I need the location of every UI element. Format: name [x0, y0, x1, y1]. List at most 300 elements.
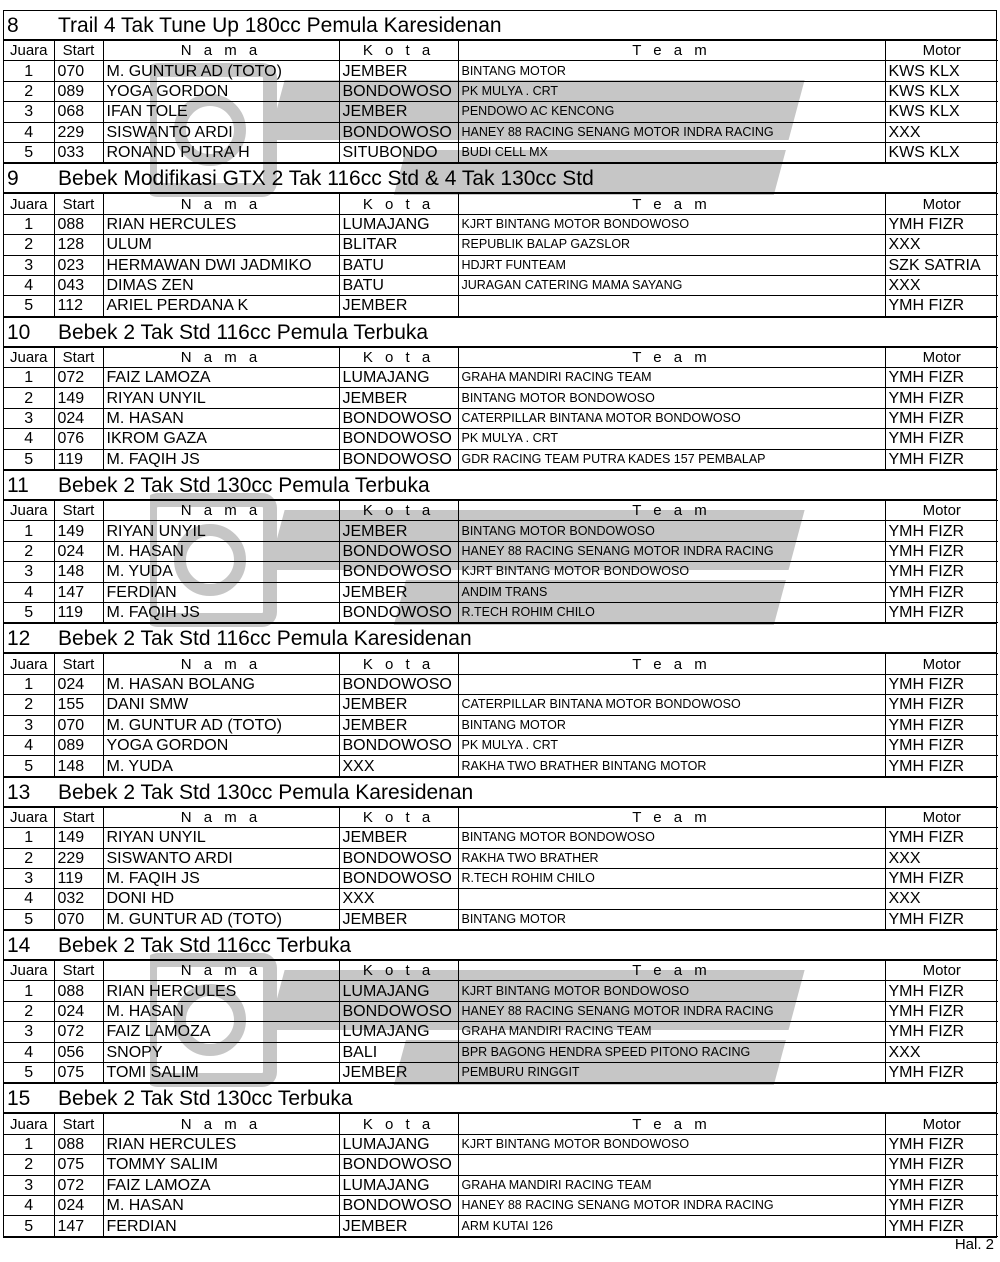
cell-motor: YMH FIZR	[885, 1216, 998, 1236]
cell-nama: RIYAN UNYIL	[103, 388, 339, 408]
results-table	[4, 653, 998, 776]
cell-start: 070	[54, 61, 103, 81]
cell-nama: M. GUNTUR AD (TOTO)	[103, 715, 339, 735]
cell-juara: 2	[4, 235, 54, 255]
table-row	[4, 981, 998, 1001]
race-class-number: 11	[7, 474, 29, 498]
cell-juara: 2	[4, 81, 54, 101]
cell-kota: BONDOWOSO	[339, 848, 458, 868]
cell-nama: TOMI SALIM	[103, 1063, 339, 1083]
cell-start: 070	[54, 715, 103, 735]
header-juara: Juara	[4, 654, 54, 674]
cell-kota: BONDOWOSO	[339, 81, 458, 101]
cell-motor: YMH FIZR	[885, 1155, 998, 1175]
cell-motor: YMH FIZR	[885, 1134, 998, 1154]
table-header-row	[4, 41, 998, 61]
cell-nama: SNOPY	[103, 1042, 339, 1062]
table-row	[4, 715, 998, 735]
cell-nama: RIYAN UNYIL	[103, 828, 339, 848]
cell-motor: YMH FIZR	[885, 735, 998, 755]
cell-juara: 3	[4, 408, 54, 428]
cell-motor: YMH FIZR	[885, 408, 998, 428]
cell-kota: XXX	[339, 756, 458, 776]
cell-nama: M. GUNTUR AD (TOTO)	[103, 909, 339, 929]
cell-kota: BONDOWOSO	[339, 429, 458, 449]
sheet-bottom-border	[3, 1237, 997, 1238]
cell-motor: KWS KLX	[885, 142, 998, 162]
cell-motor: YMH FIZR	[885, 756, 998, 776]
cell-juara: 5	[4, 296, 54, 316]
cell-nama: HERMAWAN DWI JADMIKO	[103, 255, 339, 275]
cell-team	[458, 889, 885, 909]
results-table	[4, 500, 998, 623]
cell-nama: M. GUNTUR AD (TOTO)	[103, 61, 339, 81]
cell-motor: YMH FIZR	[885, 981, 998, 1001]
race-class-number: 10	[7, 320, 31, 344]
cell-kota: BONDOWOSO	[339, 868, 458, 888]
cell-motor: YMH FIZR	[885, 541, 998, 561]
table-row	[4, 562, 998, 582]
cell-start: 070	[54, 909, 103, 929]
cell-kota: LUMAJANG	[339, 981, 458, 1001]
cell-kota: LUMAJANG	[339, 1134, 458, 1154]
cell-nama: FERDIAN	[103, 1216, 339, 1236]
header-kota: K o t a	[339, 347, 458, 367]
cell-start: 088	[54, 1134, 103, 1154]
header-motor: Motor	[885, 347, 998, 367]
cell-nama: M. YUDA	[103, 562, 339, 582]
header-nama: N a m a	[103, 194, 339, 214]
header-start: Start	[54, 961, 103, 981]
cell-juara: 1	[4, 61, 54, 81]
header-motor: Motor	[885, 41, 998, 61]
cell-start: 068	[54, 102, 103, 122]
cell-juara: 3	[4, 102, 54, 122]
table-header-row	[4, 1114, 998, 1134]
cell-kota: XXX	[339, 889, 458, 909]
cell-start: 043	[54, 275, 103, 295]
cell-motor: XXX	[885, 235, 998, 255]
table-row	[4, 1216, 998, 1236]
cell-team: RAKHA TWO BRATHER	[458, 848, 885, 868]
header-juara: Juara	[4, 347, 54, 367]
table-row	[4, 1063, 998, 1083]
cell-nama: FAIZ LAMOZA	[103, 1022, 339, 1042]
cell-team: HANEY 88 RACING SENANG MOTOR INDRA RACING	[458, 1001, 885, 1021]
cell-start: 119	[54, 449, 103, 469]
cell-start: 148	[54, 756, 103, 776]
cell-juara: 2	[4, 1155, 54, 1175]
cell-nama: ARIEL PERDANA K	[103, 296, 339, 316]
cell-team: GDR RACING TEAM PUTRA KADES 157 PEMBALAP	[458, 449, 885, 469]
cell-start: 128	[54, 235, 103, 255]
header-team: T e a m	[458, 807, 885, 827]
header-motor: Motor	[885, 501, 998, 521]
cell-motor: KWS KLX	[885, 81, 998, 101]
cell-motor: XXX	[885, 122, 998, 142]
cell-motor: XXX	[885, 889, 998, 909]
cell-juara: 4	[4, 889, 54, 909]
cell-team: BINTANG MOTOR	[458, 909, 885, 929]
cell-team	[458, 674, 885, 694]
header-kota: K o t a	[339, 961, 458, 981]
cell-juara: 2	[4, 1001, 54, 1021]
cell-kota: JEMBER	[339, 715, 458, 735]
cell-nama: FERDIAN	[103, 582, 339, 602]
header-team: T e a m	[458, 961, 885, 981]
header-start: Start	[54, 194, 103, 214]
cell-nama: IFAN TOLE	[103, 102, 339, 122]
header-start: Start	[54, 41, 103, 61]
header-team: T e a m	[458, 654, 885, 674]
table-row	[4, 1001, 998, 1021]
table-row	[4, 122, 998, 142]
cell-kota: BONDOWOSO	[339, 408, 458, 428]
cell-motor: XXX	[885, 848, 998, 868]
cell-juara: 3	[4, 1175, 54, 1195]
header-juara: Juara	[4, 807, 54, 827]
header-juara: Juara	[4, 194, 54, 214]
cell-juara: 1	[4, 1134, 54, 1154]
race-class-number: 14	[7, 934, 31, 958]
cell-team: BINTANG MOTOR BONDOWOSO	[458, 828, 885, 848]
table-row	[4, 602, 998, 622]
header-motor: Motor	[885, 654, 998, 674]
race-class-name: Bebek 2 Tak Std 130cc Terbuka	[58, 1087, 353, 1111]
table-row	[4, 1155, 998, 1175]
cell-motor: YMH FIZR	[885, 1022, 998, 1042]
cell-juara: 5	[4, 909, 54, 929]
table-row	[4, 828, 998, 848]
header-start: Start	[54, 501, 103, 521]
cell-juara: 4	[4, 429, 54, 449]
header-juara: Juara	[4, 1114, 54, 1134]
cell-start: 033	[54, 142, 103, 162]
cell-start: 155	[54, 695, 103, 715]
cell-nama: M. FAQIH JS	[103, 602, 339, 622]
results-table	[4, 1113, 998, 1236]
cell-nama: RIAN HERCULES	[103, 981, 339, 1001]
cell-nama: DIMAS ZEN	[103, 275, 339, 295]
cell-motor: YMH FIZR	[885, 715, 998, 735]
cell-kota: BONDOWOSO	[339, 1001, 458, 1021]
cell-kota: LUMAJANG	[339, 1022, 458, 1042]
cell-kota: BLITAR	[339, 235, 458, 255]
cell-juara: 5	[4, 602, 54, 622]
cell-juara: 5	[4, 142, 54, 162]
cell-team: BINTANG MOTOR	[458, 61, 885, 81]
cell-team: GRAHA MANDIRI RACING TEAM	[458, 1175, 885, 1195]
cell-kota: BATU	[339, 275, 458, 295]
cell-start: 072	[54, 1175, 103, 1195]
cell-team	[458, 1155, 885, 1175]
cell-kota: BONDOWOSO	[339, 735, 458, 755]
cell-nama: RIAN HERCULES	[103, 1134, 339, 1154]
cell-kota: JEMBER	[339, 1216, 458, 1236]
table-header-row	[4, 501, 998, 521]
cell-juara: 4	[4, 1042, 54, 1062]
cell-team	[458, 296, 885, 316]
table-row	[4, 81, 998, 101]
header-motor: Motor	[885, 1114, 998, 1134]
cell-start: 119	[54, 868, 103, 888]
race-class-name: Bebek 2 Tak Std 116cc Pemula Karesidenan	[58, 627, 472, 651]
cell-motor: KWS KLX	[885, 61, 998, 81]
race-class-section	[3, 470, 997, 623]
cell-juara: 4	[4, 122, 54, 142]
cell-juara: 1	[4, 521, 54, 541]
cell-motor: XXX	[885, 275, 998, 295]
cell-team: GRAHA MANDIRI RACING TEAM	[458, 368, 885, 388]
table-row	[4, 1022, 998, 1042]
cell-nama: SISWANTO ARDI	[103, 848, 339, 868]
header-kota: K o t a	[339, 1114, 458, 1134]
cell-kota: BONDOWOSO	[339, 122, 458, 142]
cell-team: CATERPILLAR BINTANA MOTOR BONDOWOSO	[458, 408, 885, 428]
cell-team: PK MULYA . CRT	[458, 81, 885, 101]
cell-juara: 5	[4, 449, 54, 469]
cell-motor: YMH FIZR	[885, 368, 998, 388]
table-header-row	[4, 347, 998, 367]
header-nama: N a m a	[103, 501, 339, 521]
race-class-section	[3, 930, 997, 1083]
cell-kota: SITUBONDO	[339, 142, 458, 162]
header-start: Start	[54, 654, 103, 674]
cell-kota: BONDOWOSO	[339, 541, 458, 561]
cell-nama: M. HASAN	[103, 408, 339, 428]
cell-team: PK MULYA . CRT	[458, 429, 885, 449]
cell-team: HDJRT FUNTEAM	[458, 255, 885, 275]
cell-team: PENDOWO AC KENCONG	[458, 102, 885, 122]
cell-motor: YMH FIZR	[885, 868, 998, 888]
race-class-number: 12	[7, 627, 31, 651]
race-class-title	[4, 931, 996, 960]
cell-motor: XXX	[885, 1042, 998, 1062]
race-class-title	[4, 11, 996, 40]
table-header-row	[4, 961, 998, 981]
cell-motor: YMH FIZR	[885, 296, 998, 316]
cell-start: 024	[54, 1195, 103, 1215]
race-class-number: 8	[7, 14, 19, 37]
race-class-section	[3, 163, 997, 316]
table-row	[4, 889, 998, 909]
table-row	[4, 909, 998, 929]
cell-start: 024	[54, 541, 103, 561]
cell-nama: M. HASAN	[103, 541, 339, 561]
cell-kota: JEMBER	[339, 582, 458, 602]
header-motor: Motor	[885, 807, 998, 827]
results-table	[4, 40, 998, 163]
cell-motor: YMH FIZR	[885, 1063, 998, 1083]
table-row	[4, 582, 998, 602]
cell-juara: 1	[4, 368, 54, 388]
cell-kota: LUMAJANG	[339, 368, 458, 388]
cell-nama: M. FAQIH JS	[103, 868, 339, 888]
header-team: T e a m	[458, 501, 885, 521]
header-start: Start	[54, 1114, 103, 1134]
cell-team: HANEY 88 RACING SENANG MOTOR INDRA RACING	[458, 1195, 885, 1215]
cell-juara: 4	[4, 275, 54, 295]
cell-team: RAKHA TWO BRATHER BINTANG MOTOR	[458, 756, 885, 776]
race-class-title	[4, 624, 996, 653]
cell-kota: JEMBER	[339, 296, 458, 316]
cell-nama: RIYAN UNYIL	[103, 521, 339, 541]
race-class-name: Bebek 2 Tak Std 116cc Terbuka	[58, 934, 352, 958]
header-team: T e a m	[458, 1114, 885, 1134]
cell-kota: BONDOWOSO	[339, 602, 458, 622]
header-kota: K o t a	[339, 501, 458, 521]
race-class-name: Bebek 2 Tak Std 130cc Pemula Terbuka	[58, 474, 430, 498]
results-table	[4, 960, 998, 1083]
race-class-section	[3, 623, 997, 776]
page-number: Hal. 2	[954, 1236, 994, 1253]
cell-motor: YMH FIZR	[885, 562, 998, 582]
table-row	[4, 142, 998, 162]
header-kota: K o t a	[339, 194, 458, 214]
cell-team: R.TECH ROHIM CHILO	[458, 868, 885, 888]
cell-start: 032	[54, 889, 103, 909]
cell-juara: 4	[4, 582, 54, 602]
race-class-name: Bebek 2 Tak Std 130cc Pemula Karesidenan	[58, 780, 474, 804]
cell-kota: BATU	[339, 255, 458, 275]
cell-kota: LUMAJANG	[339, 1175, 458, 1195]
cell-start: 229	[54, 122, 103, 142]
cell-kota: JEMBER	[339, 909, 458, 929]
table-row	[4, 848, 998, 868]
cell-juara: 5	[4, 1216, 54, 1236]
cell-team: ARM KUTAI 126	[458, 1216, 885, 1236]
cell-nama: M. HASAN	[103, 1001, 339, 1021]
table-row	[4, 674, 998, 694]
cell-start: 088	[54, 981, 103, 1001]
cell-juara: 1	[4, 214, 54, 234]
table-row	[4, 368, 998, 388]
cell-juara: 5	[4, 1063, 54, 1083]
cell-team: JURAGAN CATERING MAMA SAYANG	[458, 275, 885, 295]
race-class-title	[4, 164, 996, 193]
header-kota: K o t a	[339, 654, 458, 674]
cell-motor: YMH FIZR	[885, 1001, 998, 1021]
results-table	[4, 193, 998, 316]
header-nama: N a m a	[103, 654, 339, 674]
cell-motor: KWS KLX	[885, 102, 998, 122]
cell-kota: BONDOWOSO	[339, 562, 458, 582]
cell-team: BINTANG MOTOR BONDOWOSO	[458, 388, 885, 408]
cell-start: 088	[54, 214, 103, 234]
cell-kota: BONDOWOSO	[339, 449, 458, 469]
cell-juara: 3	[4, 868, 54, 888]
table-row	[4, 388, 998, 408]
cell-nama: TOMMY SALIM	[103, 1155, 339, 1175]
header-motor: Motor	[885, 961, 998, 981]
cell-juara: 3	[4, 255, 54, 275]
cell-nama: M. YUDA	[103, 756, 339, 776]
header-juara: Juara	[4, 501, 54, 521]
cell-kota: JEMBER	[339, 521, 458, 541]
cell-kota: BALI	[339, 1042, 458, 1062]
cell-juara: 2	[4, 541, 54, 561]
cell-motor: YMH FIZR	[885, 521, 998, 541]
table-row	[4, 735, 998, 755]
cell-start: 072	[54, 368, 103, 388]
table-row	[4, 695, 998, 715]
cell-kota: JEMBER	[339, 61, 458, 81]
table-row	[4, 235, 998, 255]
header-team: T e a m	[458, 194, 885, 214]
cell-team: HANEY 88 RACING SENANG MOTOR INDRA RACING	[458, 541, 885, 561]
cell-nama: RONAND PUTRA H	[103, 142, 339, 162]
race-class-section	[3, 317, 997, 470]
header-nama: N a m a	[103, 347, 339, 367]
header-start: Start	[54, 807, 103, 827]
table-row	[4, 214, 998, 234]
table-row	[4, 102, 998, 122]
cell-nama: FAIZ LAMOZA	[103, 1175, 339, 1195]
table-row	[4, 429, 998, 449]
cell-kota: BONDOWOSO	[339, 1195, 458, 1215]
cell-motor: YMH FIZR	[885, 388, 998, 408]
header-nama: N a m a	[103, 807, 339, 827]
cell-kota: JEMBER	[339, 1063, 458, 1083]
cell-motor: YMH FIZR	[885, 695, 998, 715]
cell-start: 149	[54, 521, 103, 541]
table-row	[4, 408, 998, 428]
header-kota: K o t a	[339, 41, 458, 61]
cell-start: 089	[54, 81, 103, 101]
cell-team: BINTANG MOTOR	[458, 715, 885, 735]
cell-nama: ULUM	[103, 235, 339, 255]
header-team: T e a m	[458, 347, 885, 367]
table-row	[4, 296, 998, 316]
cell-start: 112	[54, 296, 103, 316]
cell-nama: IKROM GAZA	[103, 429, 339, 449]
results-table	[4, 807, 998, 930]
cell-juara: 3	[4, 715, 54, 735]
cell-juara: 1	[4, 828, 54, 848]
race-class-number: 9	[7, 167, 19, 191]
table-row	[4, 61, 998, 81]
cell-kota: BONDOWOSO	[339, 1155, 458, 1175]
race-class-number: 13	[7, 780, 31, 804]
cell-team: HANEY 88 RACING SENANG MOTOR INDRA RACING	[458, 122, 885, 142]
cell-motor: YMH FIZR	[885, 449, 998, 469]
cell-team: KJRT BINTANG MOTOR BONDOWOSO	[458, 981, 885, 1001]
cell-start: 024	[54, 1001, 103, 1021]
cell-juara: 2	[4, 695, 54, 715]
cell-nama: FAIZ LAMOZA	[103, 368, 339, 388]
header-juara: Juara	[4, 961, 54, 981]
cell-start: 149	[54, 828, 103, 848]
cell-start: 147	[54, 1216, 103, 1236]
table-row	[4, 541, 998, 561]
cell-kota: JEMBER	[339, 388, 458, 408]
cell-team: KJRT BINTANG MOTOR BONDOWOSO	[458, 1134, 885, 1154]
cell-motor: YMH FIZR	[885, 909, 998, 929]
table-header-row	[4, 194, 998, 214]
results-table	[4, 347, 998, 470]
cell-nama: M. FAQIH JS	[103, 449, 339, 469]
cell-juara: 5	[4, 756, 54, 776]
table-row	[4, 275, 998, 295]
cell-team: KJRT BINTANG MOTOR BONDOWOSO	[458, 562, 885, 582]
cell-start: 056	[54, 1042, 103, 1062]
cell-start: 076	[54, 429, 103, 449]
table-header-row	[4, 654, 998, 674]
table-row	[4, 1134, 998, 1154]
cell-team: REPUBLIK BALAP GAZSLOR	[458, 235, 885, 255]
table-row	[4, 521, 998, 541]
header-nama: N a m a	[103, 1114, 339, 1134]
